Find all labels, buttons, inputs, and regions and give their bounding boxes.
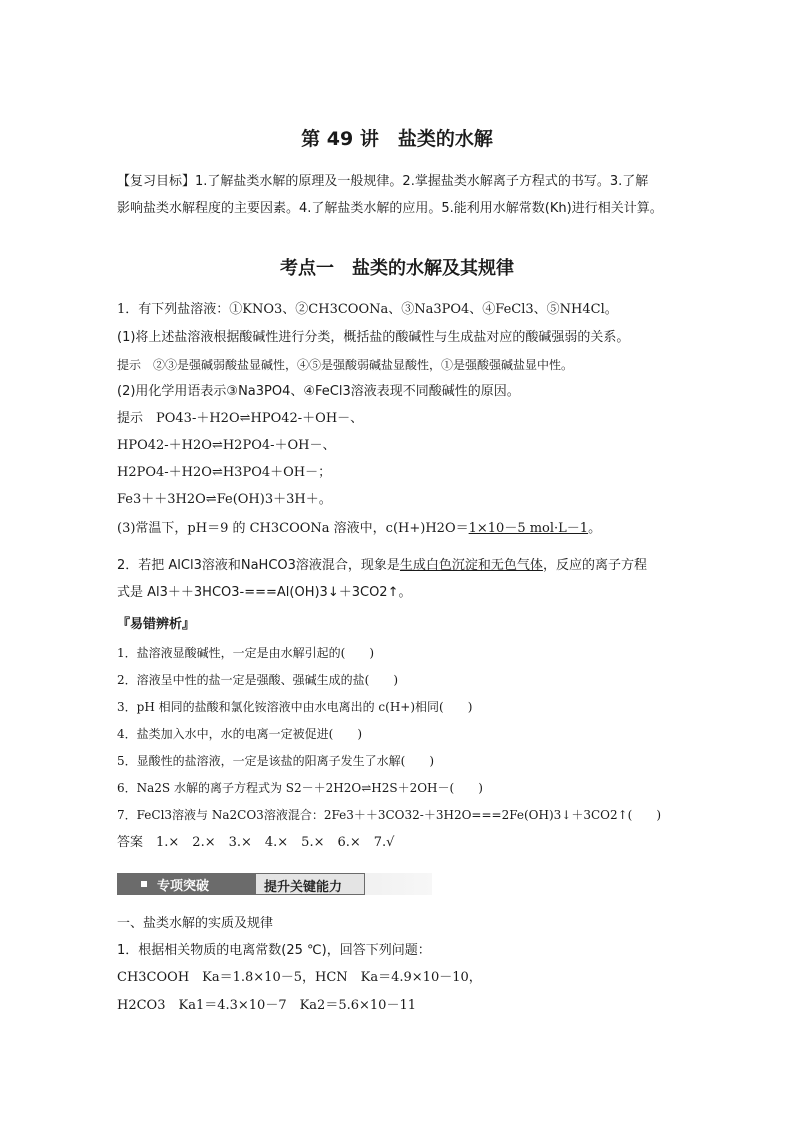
- const-line1: CH3COOH Ka＝1.8×10－5，HCN Ka＝4.9×10－10，: [117, 970, 482, 985]
- q1-part3: [117, 519, 601, 539]
- q1-hint2-eq4: Fe3＋＋3H2O⇌Fe(OH)3＋3H＋。: [117, 492, 332, 507]
- review-goals-label: 【复习目标】: [117, 174, 196, 189]
- q1-part2: (2)用化学用语表示③Na3PO4、④FeCl3溶液表现不同酸碱性的原因。: [117, 384, 520, 399]
- q1-hint2-eq3: H2PO4-＋H2O⇌H3PO4＋OH－；: [117, 465, 332, 480]
- banner-square-icon: [141, 881, 147, 887]
- section-title: 考点一 盐类的水解及其规律: [280, 258, 514, 279]
- banner-right: [255, 873, 365, 895]
- error-analysis-title: 『易错辨析』: [117, 617, 196, 632]
- banner-left-label: 专项突破: [157, 879, 210, 894]
- review-goals-line2: 影响盐类水解程度的主要因素。4.了解盐类水解的应用。5.能利用水解常数(Kh)进行相关计算。: [117, 201, 663, 216]
- q2-prefix: 2．若把 AlCl3溶液和NaHCO3溶液混合，现象是: [117, 558, 400, 573]
- banner-left: [117, 873, 255, 895]
- q1-part3-prefix: (3)常温下，pH＝9 的 CH3COONa 溶液中，c(H+)H2O＝: [117, 521, 469, 536]
- const-line2: H2CO3 Ka1＝4.3×10－7 Ka2＝5.6×10－11: [117, 998, 416, 1013]
- part-one-q1-stem: 1．根据相关物质的电离常数(25 ℃)，回答下列问题：: [117, 943, 431, 958]
- error-item-6: 6．Na2S 水解的离子方程式为 S2－＋2H2O⇌H2S＋2OH－( ): [117, 781, 483, 795]
- lecture-title: 第 49 讲 盐类的水解: [301, 128, 493, 150]
- review-goals-text1: 1.了解盐类水解的原理及一般规律。2.掌握盐类水解离子方程式的书写。3.了解: [195, 174, 649, 189]
- q1-hint2-eq1: 提示 PO43-＋H2O⇌HPO42-＋OH－、: [117, 411, 364, 426]
- review-goals-line1: [117, 172, 648, 192]
- q1-part1: (1)将上述盐溶液根据酸碱性进行分类，概括盐的酸碱性与生成盐对应的酸碱强弱的关系。: [117, 330, 630, 345]
- error-item-7: 7．FeCl3溶液与 Na2CO3溶液混合：2Fe3＋＋3CO32-＋3H2O===2Fe(OH)3↓＋3CO2↑( ): [117, 808, 662, 822]
- q2-line1: [117, 556, 647, 576]
- part-one-heading: 一、盐类水解的实质及规律: [117, 916, 274, 931]
- error-analysis-answer: 答案 1.× 2.× 3.× 4.× 5.× 6.× 7.√: [117, 835, 395, 850]
- q2-suffix: ，反应的离子方程: [542, 558, 647, 573]
- q2-line2: 式是 Al3＋＋3HCO3-===Al(OH)3↓＋3CO2↑。: [117, 585, 412, 600]
- q1-hint2-eq2: HPO42-＋H2O⇌H2PO4-＋OH－、: [117, 438, 336, 453]
- section-banner: [117, 873, 432, 895]
- error-item-1: 1．盐溶液显酸碱性，一定是由水解引起的( ): [117, 646, 374, 660]
- banner-right-label: 提升关键能力: [264, 880, 343, 895]
- error-item-3: 3．pH 相同的盐酸和氯化铵溶液中由水电离出的 c(H+)相同( ): [117, 700, 473, 714]
- error-item-2: 2．溶液呈中性的盐一定是强酸、强碱生成的盐( ): [117, 673, 399, 687]
- q1-stem: 1．有下列盐溶液：①KNO3、②CH3COONa、③Na3PO4、④FeCl3、⑤NH4Cl。: [117, 302, 618, 317]
- q2-answer: 生成白色沉淀和无色气体: [399, 558, 543, 573]
- q1-part3-suffix: 。: [588, 521, 602, 536]
- error-item-5: 5．显酸性的盐溶液，一定是该盐的阳离子发生了水解( ): [117, 754, 435, 768]
- q1-part3-answer: 1×10－5 mol·L－1: [468, 521, 589, 536]
- error-item-4: 4．盐类加入水中，水的电离一定被促进( ): [117, 727, 362, 741]
- q1-hint1: 提示 ②③是强碱弱酸盐显碱性，④⑤是强酸弱碱盐显酸性，①是强酸强碱盐显中性。: [117, 358, 574, 372]
